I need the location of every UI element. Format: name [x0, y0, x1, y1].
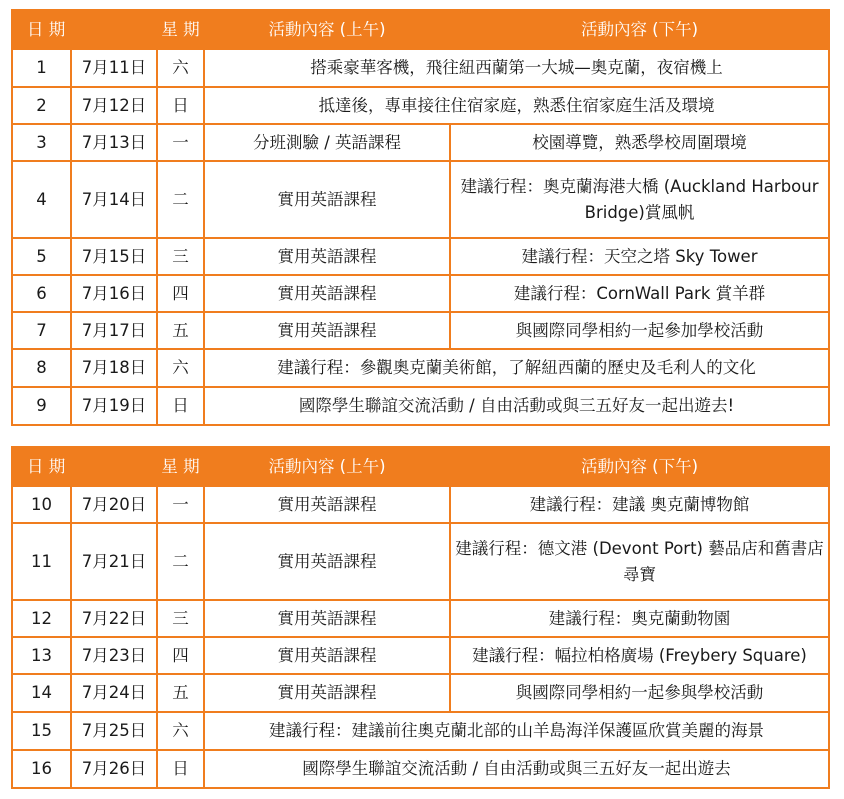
row-weekday: 三: [157, 238, 204, 275]
row-date: 7月23日: [71, 637, 157, 674]
header-weekday: 星 期: [157, 10, 204, 49]
row-activity-pm: 建議行程：建議 奧克蘭博物館: [450, 486, 829, 523]
header-pm: 活動內容 (下午): [450, 10, 829, 49]
row-date: 7月13日: [71, 124, 157, 161]
row-date: 7月21日: [71, 523, 157, 600]
row-date: 7月24日: [71, 674, 157, 712]
row-activity-pm: 建議行程：德文港 (Devont Port) 藝品店和舊書店尋寶: [450, 523, 829, 600]
table-row: [12, 750, 829, 788]
row-activity-am: 實用英語課程: [204, 600, 450, 637]
table-row: [12, 637, 829, 674]
row-date: 7月16日: [71, 275, 157, 312]
table-row: [12, 312, 829, 349]
header-weekday: 星 期: [157, 447, 204, 486]
row-activity-am: 分班測驗 / 英語課程: [204, 124, 450, 161]
table-row: [12, 523, 829, 600]
table-row: [12, 275, 829, 312]
row-weekday: 四: [157, 637, 204, 674]
table-row: [12, 161, 829, 238]
header-am: 活動內容 (上午): [204, 10, 450, 49]
row-date: 7月25日: [71, 712, 157, 750]
row-activity-pm: 建議行程：奧克蘭動物園: [450, 600, 829, 637]
row-activity-pm: 建議行程：天空之塔 Sky Tower: [450, 238, 829, 275]
row-number: 12: [12, 600, 71, 637]
row-activity-pm: 建議行程：奧克蘭海港大橋 (Auckland Harbour Bridge)賞風帆: [450, 161, 829, 238]
row-activity-pm: 與國際同學相約一起參與學校活動: [450, 674, 829, 712]
header-pm: 活動內容 (下午): [450, 447, 829, 486]
row-number: 8: [12, 349, 71, 387]
schedule-table-2: [11, 446, 830, 789]
header-am: 活動內容 (上午): [204, 447, 450, 486]
row-number: 11: [12, 523, 71, 600]
row-activity-am: 實用英語課程: [204, 637, 450, 674]
row-activity-pm: 建議行程：幅拉柏格廣場 (Freybery Square): [450, 637, 829, 674]
row-weekday: 一: [157, 486, 204, 523]
row-date: 7月12日: [71, 87, 157, 124]
row-number: 9: [12, 387, 71, 425]
row-weekday: 五: [157, 674, 204, 712]
row-activity-pm: 校園導覽，熟悉學校周圍環境: [450, 124, 829, 161]
row-date: 7月20日: [71, 486, 157, 523]
table-row: [12, 238, 829, 275]
row-activity-full-day: 建議行程：參觀奧克蘭美術館，了解紐西蘭的歷史及毛利人的文化: [204, 349, 829, 387]
row-activity-am: 實用英語課程: [204, 523, 450, 600]
row-number: 4: [12, 161, 71, 238]
row-activity-pm: 建議行程：CornWall Park 賞羊群: [450, 275, 829, 312]
row-weekday: 日: [157, 750, 204, 788]
table-row: [12, 349, 829, 387]
row-number: 1: [12, 49, 71, 87]
row-activity-am: 實用英語課程: [204, 275, 450, 312]
row-weekday: 日: [157, 387, 204, 425]
table-row: [12, 600, 829, 637]
table-row: [12, 49, 829, 87]
row-number: 10: [12, 486, 71, 523]
row-weekday: 二: [157, 161, 204, 238]
row-activity-am: 實用英語課程: [204, 238, 450, 275]
row-date: 7月22日: [71, 600, 157, 637]
row-activity-full-day: 建議行程：建議前往奧克蘭北部的山羊島海洋保護區欣賞美麗的海景: [204, 712, 829, 750]
row-date: 7月14日: [71, 161, 157, 238]
header-row: [12, 447, 829, 486]
table-row: [12, 124, 829, 161]
row-activity-am: 實用英語課程: [204, 312, 450, 349]
table-row: [12, 674, 829, 712]
row-activity-am: 實用英語課程: [204, 161, 450, 238]
row-number: 5: [12, 238, 71, 275]
row-activity-full-day: 國際學生聯誼交流活動 / 自由活動或與三五好友一起出遊去!: [204, 387, 829, 425]
row-activity-full-day: 抵達後，專車接往住宿家庭，熟悉住宿家庭生活及環境: [204, 87, 829, 124]
row-number: 3: [12, 124, 71, 161]
row-weekday: 六: [157, 712, 204, 750]
table-row: [12, 87, 829, 124]
row-weekday: 二: [157, 523, 204, 600]
header-row: [12, 10, 829, 49]
row-activity-full-day: 搭乘豪華客機，飛往紐西蘭第一大城—奧克蘭，夜宿機上: [204, 49, 829, 87]
row-number: 16: [12, 750, 71, 788]
row-number: 7: [12, 312, 71, 349]
row-number: 2: [12, 87, 71, 124]
table-row: [12, 486, 829, 523]
row-activity-pm: 與國際同學相約一起參加學校活動: [450, 312, 829, 349]
row-date: 7月26日: [71, 750, 157, 788]
row-date: 7月18日: [71, 349, 157, 387]
row-activity-am: 實用英語課程: [204, 674, 450, 712]
row-date: 7月19日: [71, 387, 157, 425]
row-date: 7月15日: [71, 238, 157, 275]
row-number: 6: [12, 275, 71, 312]
row-weekday: 日: [157, 87, 204, 124]
row-weekday: 一: [157, 124, 204, 161]
row-weekday: 五: [157, 312, 204, 349]
row-weekday: 六: [157, 349, 204, 387]
row-number: 14: [12, 674, 71, 712]
header-date: 日 期: [12, 10, 157, 49]
row-activity-am: 實用英語課程: [204, 486, 450, 523]
row-weekday: 四: [157, 275, 204, 312]
table-row: [12, 712, 829, 750]
row-weekday: 六: [157, 49, 204, 87]
row-date: 7月11日: [71, 49, 157, 87]
row-date: 7月17日: [71, 312, 157, 349]
header-date: 日 期: [12, 447, 157, 486]
row-number: 15: [12, 712, 71, 750]
table-row: [12, 387, 829, 425]
row-activity-full-day: 國際學生聯誼交流活動 / 自由活動或與三五好友一起出遊去: [204, 750, 829, 788]
schedule-table-1: [11, 9, 830, 426]
row-weekday: 三: [157, 600, 204, 637]
row-number: 13: [12, 637, 71, 674]
